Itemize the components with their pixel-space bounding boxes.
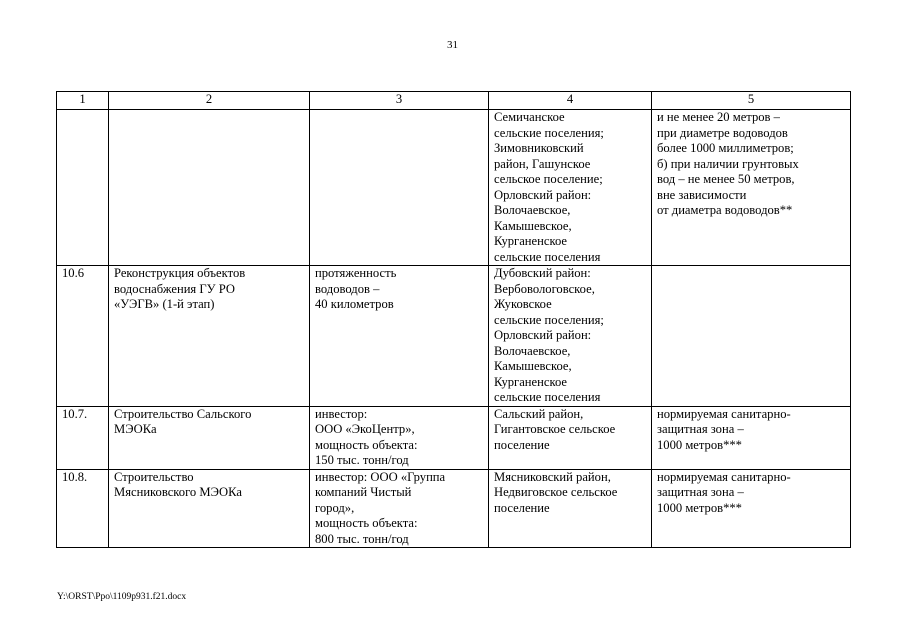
cell-params: инвестор: ООО «Группа компаний Чистый город», мощность объекта: 800 тыс. тонн/год	[310, 469, 489, 548]
document-table	[56, 91, 851, 548]
table-row	[57, 406, 851, 469]
cell-location: Семичанское сельские поселения; Зимовниковский район, Гашунское сельское поселение; Орловский район: Волочаевское, Камышевское, Курганенское сельские поселения	[489, 110, 652, 266]
cell-location: Мясниковский район, Недвиговское сельское поселение	[489, 469, 652, 548]
cell-num: 10.7.	[57, 406, 109, 469]
cell-params	[310, 110, 489, 266]
column-header-5: 5	[652, 92, 851, 110]
column-header-3: 3	[310, 92, 489, 110]
page-number: 31	[447, 39, 458, 51]
table-header-row	[57, 92, 851, 110]
column-header-1: 1	[57, 92, 109, 110]
cell-zone	[652, 266, 851, 407]
column-header-2: 2	[109, 92, 310, 110]
cell-num	[57, 110, 109, 266]
cell-zone: нормируемая санитарно- защитная зона – 1000 метров***	[652, 469, 851, 548]
cell-name	[109, 110, 310, 266]
cell-location: Сальский район, Гигантовское сельское поселение	[489, 406, 652, 469]
table-row-continuation	[57, 110, 851, 266]
table-row	[57, 469, 851, 548]
cell-params: инвестор: ООО «ЭкоЦентр», мощность объекта: 150 тыс. тонн/год	[310, 406, 489, 469]
cell-num: 10.8.	[57, 469, 109, 548]
cell-name: Строительство Мясниковского МЭОКа	[109, 469, 310, 548]
footer-file-path: Y:\ORST\Ppo\1109p931.f21.docx	[57, 592, 187, 602]
column-header-4: 4	[489, 92, 652, 110]
cell-zone: нормируемая санитарно- защитная зона – 1000 метров***	[652, 406, 851, 469]
cell-num: 10.6	[57, 266, 109, 407]
cell-location: Дубовский район: Вербовологовское, Жуковское сельские поселения; Орловский район: Волочаевское, Камышевское, Курганенское сельские поселения	[489, 266, 652, 407]
cell-zone: и не менее 20 метров – при диаметре водоводов более 1000 миллиметров; б) при наличии грунтовых вод – не менее 50 метров, вне зависимости от диаметра водоводов**	[652, 110, 851, 266]
cell-params: протяженность водоводов – 40 километров	[310, 266, 489, 407]
table-row	[57, 266, 851, 407]
cell-name: Реконструкция объектов водоснабжения ГУ РО «УЭГВ» (1-й этап)	[109, 266, 310, 407]
cell-name: Строительство Сальского МЭОКа	[109, 406, 310, 469]
